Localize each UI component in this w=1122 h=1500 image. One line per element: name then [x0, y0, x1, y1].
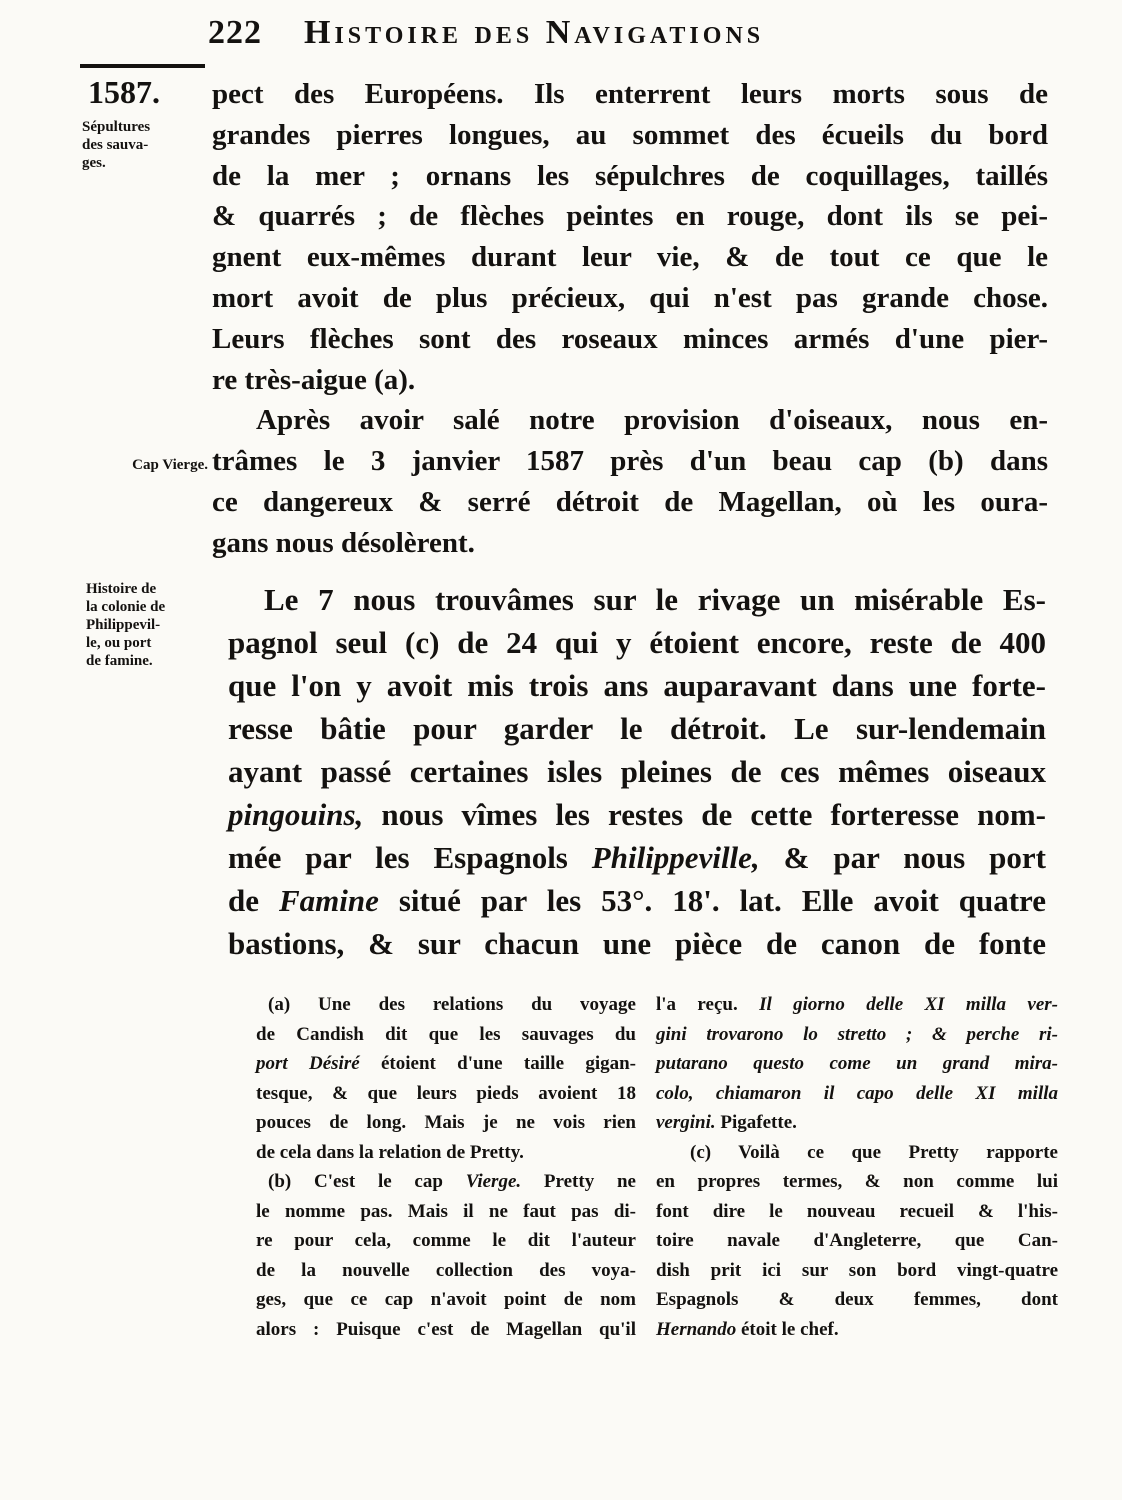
text-italic: Hernando	[656, 1318, 737, 1340]
text-run: (b) C'est le cap	[268, 1171, 466, 1192]
footnote-line: toire navale d'Angleterre, que Can-	[656, 1230, 1058, 1251]
footnote-line	[256, 1167, 636, 1197]
footnote-line	[656, 990, 1058, 1020]
footnote-line	[256, 1049, 636, 1079]
text-run: étoient d'une taille gigan-	[359, 1053, 636, 1074]
footnote-line: de Candish dit que les sauvages du	[256, 1023, 636, 1045]
text-line: grandes pierres longues, au sommet des écueils du bord	[212, 118, 1048, 151]
text-line	[228, 879, 1046, 922]
text-line: Après avoir salé notre provision d'oiseaux, nous en-	[256, 404, 1048, 437]
text-line: & quarrés ; de flèches peintes en rouge, dont ils se pei-	[212, 200, 1048, 233]
text-italic: Philippeville,	[591, 840, 760, 875]
footnote-line	[656, 1079, 1058, 1109]
text-run: situé par les 53°. 18'. lat. Elle avoit quatre	[378, 883, 1046, 918]
text-run: mée par les Espagnols	[228, 840, 592, 875]
text-italic: putarano questo come un grand mira-	[656, 1053, 1058, 1074]
text-line: gnent eux-mêmes durant leur vie, & de tout ce que le	[212, 241, 1048, 274]
paragraph-1	[212, 74, 1048, 400]
footnote-line: dish prit ici sur son bord vingt-quatre	[656, 1259, 1058, 1281]
text-line: Le 7 nous trouvâmes sur le rivage un misérable Es-	[264, 582, 1046, 617]
text-run: l'a reçu.	[656, 994, 760, 1015]
text-italic: Il giorno delle XI milla ver-	[759, 994, 1058, 1015]
main-text	[212, 74, 1048, 564]
running-header	[208, 14, 1038, 52]
margin-note-line: ges.	[82, 155, 106, 171]
text-italic: Famine	[278, 883, 379, 918]
margin-note-cap-vierge: Cap Vierge.	[132, 457, 208, 473]
text-line: ayant passé certaines isles pleines de ces mêmes oiseaux	[228, 754, 1046, 789]
margin-note-line: le, ou port	[86, 635, 152, 651]
text-line: ce dangereux & serré détroit de Magellan, où les oura-	[212, 485, 1048, 518]
text-italic: pingouins,	[228, 797, 364, 832]
margin-note-line: Histoire de	[86, 581, 157, 597]
page-number: 222	[208, 14, 262, 51]
margin-note-line: des sauva-	[82, 137, 149, 153]
footnote-line: ges, que ce cap n'avoit point de nom	[256, 1289, 636, 1310]
footnote-line: le nomme pas. Mais il ne faut pas di-	[256, 1200, 636, 1222]
text-run: & par nous port	[759, 840, 1046, 875]
text-line: pect des Européens. Ils enterrent leurs morts sous de	[212, 78, 1048, 110]
margin-note-line: de famine.	[86, 653, 153, 669]
footnotes-right	[656, 990, 1058, 1344]
text-run: étoit le chef.	[736, 1318, 839, 1340]
margin-note-philippeville	[86, 580, 206, 670]
paragraph-2	[212, 400, 1048, 563]
text-italic: port Désiré	[256, 1053, 360, 1074]
paragraph-3	[228, 578, 1046, 965]
footnote-line: alors : Puisque c'est de Magellan qu'il	[256, 1318, 636, 1340]
footnote-line: re pour cela, comme le dit l'auteur	[256, 1230, 636, 1251]
text-line: bastions, & sur chacun une pièce de canon de fonte	[228, 926, 1046, 961]
text-line: re très-aigue (a).	[212, 363, 416, 396]
text-line: gans nous désolèrent.	[212, 526, 475, 559]
text-italic: gini trovarono lo stretto ; & perche ri-	[656, 1023, 1058, 1045]
footnote-line	[656, 1020, 1058, 1050]
text-line	[228, 836, 1046, 879]
margin-note-line: Sépultures	[82, 119, 151, 135]
text-line: Leurs flèches sont des roseaux minces armés d'une pier-	[212, 322, 1048, 355]
footnote-line	[656, 1315, 1058, 1345]
footnote-line: tesque, & que leurs pieds avoient 18	[256, 1082, 636, 1104]
footnote-line: de la nouvelle collection des voya-	[256, 1259, 636, 1281]
text-line: trâmes le 3 janvier 1587 près d'un beau cap (b) dans	[212, 445, 1048, 478]
footnote-line: de cela dans la relation de Pretty.	[256, 1141, 524, 1163]
text-run: Pigafette.	[715, 1112, 797, 1133]
footnote-line: en propres termes, & non comme lui	[656, 1171, 1058, 1192]
running-title: Histoire des Navigations	[304, 14, 765, 51]
text-line	[228, 793, 1046, 836]
margin-note-line: la colonie de	[86, 599, 166, 615]
margin-rule	[80, 64, 205, 68]
text-line: pagnol seul (c) de 24 qui y étoient encore, reste de 400	[228, 625, 1046, 660]
text-line: de la mer ; ornans les sépulchres de coquillages, taillés	[212, 159, 1048, 192]
footnote-line: font dire le nouveau recueil & l'his-	[656, 1200, 1058, 1222]
margin-note-line: Philippevil-	[86, 617, 161, 633]
footnotes-left	[256, 990, 636, 1344]
text-run: Pretty ne	[521, 1171, 636, 1192]
footnote-line	[656, 1108, 1058, 1138]
text-run: nous vîmes les restes de cette forteresse nom-	[363, 797, 1046, 832]
footnote-line: pouces de long. Mais je ne vois rien	[256, 1112, 636, 1133]
footnote-line: (c) Voilà ce que Pretty rapporte	[690, 1141, 1058, 1163]
text-italic: Vierge.	[465, 1171, 522, 1192]
footnote-line: (a) Une des relations du voyage	[268, 994, 636, 1015]
margin-year: 1587.	[88, 74, 160, 110]
footnote-line: Espagnols & deux femmes, dont	[656, 1289, 1058, 1310]
text-line: mort avoit de plus précieux, qui n'est pas grande chose.	[212, 281, 1048, 314]
text-line: que l'on y avoit mis trois ans auparavant dans une forte-	[228, 668, 1046, 703]
text-run: de	[228, 883, 279, 918]
margin-note-sepultures	[82, 118, 202, 172]
footnote-line	[656, 1049, 1058, 1079]
text-italic: colo, chiamaron il capo delle XI milla	[656, 1082, 1058, 1104]
text-line: resse bâtie pour garder le détroit. Le sur-lendemain	[228, 711, 1046, 746]
text-italic: vergini.	[656, 1112, 716, 1133]
